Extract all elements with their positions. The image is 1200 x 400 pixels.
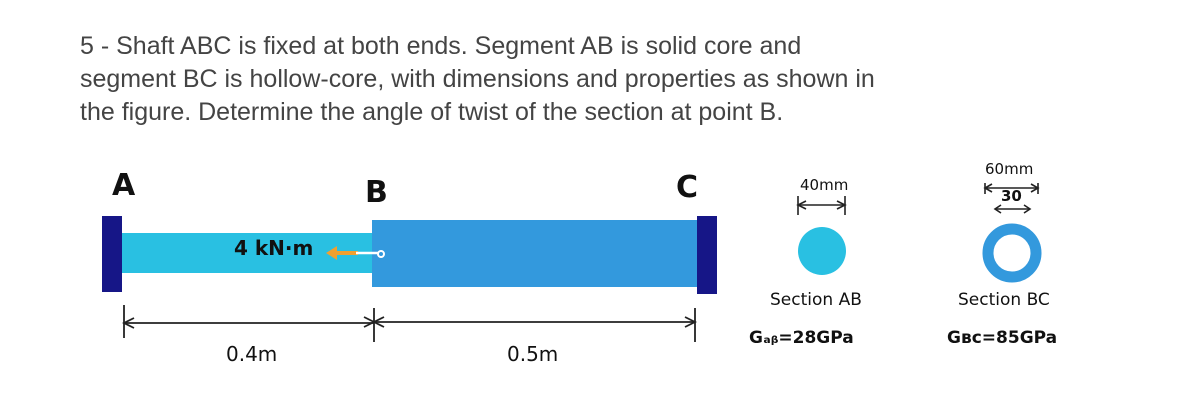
section-bc-outer-diameter-label: 60mm <box>985 160 1034 178</box>
problem-line-3: the figure. Determine the angle of twist of the section at point B. <box>80 98 784 126</box>
length-bc-label: 0.5m <box>507 342 559 366</box>
problem-line-1: 5 - Shaft ABC is fixed at both ends. Segment AB is solid core and <box>80 32 802 60</box>
section-ab-cross-section <box>798 196 846 275</box>
section-bc-modulus: Gʙc=85GPa <box>947 328 1058 348</box>
section-ab-modulus: Gₐᵦ=28GPa <box>749 328 854 348</box>
point-c-label: C <box>676 170 699 205</box>
segment-bc <box>372 220 697 287</box>
dimension-lines <box>124 305 695 342</box>
fixed-support-c <box>697 216 717 294</box>
length-ab-label: 0.4m <box>226 342 278 366</box>
section-bc-label: Section BC <box>958 290 1050 310</box>
section-ab-diameter-label: 40mm <box>800 176 849 194</box>
point-b-label: B <box>365 175 388 210</box>
section-bc-inner-diameter-label: 30 <box>1001 187 1022 205</box>
torque-label: 4 kN·m <box>234 236 314 260</box>
point-a-label: A <box>112 168 136 203</box>
fixed-support-a <box>102 216 122 292</box>
section-ab-label: Section AB <box>770 290 862 310</box>
problem-line-2: segment BC is hollow-core, with dimensions and properties as shown in <box>80 65 875 93</box>
